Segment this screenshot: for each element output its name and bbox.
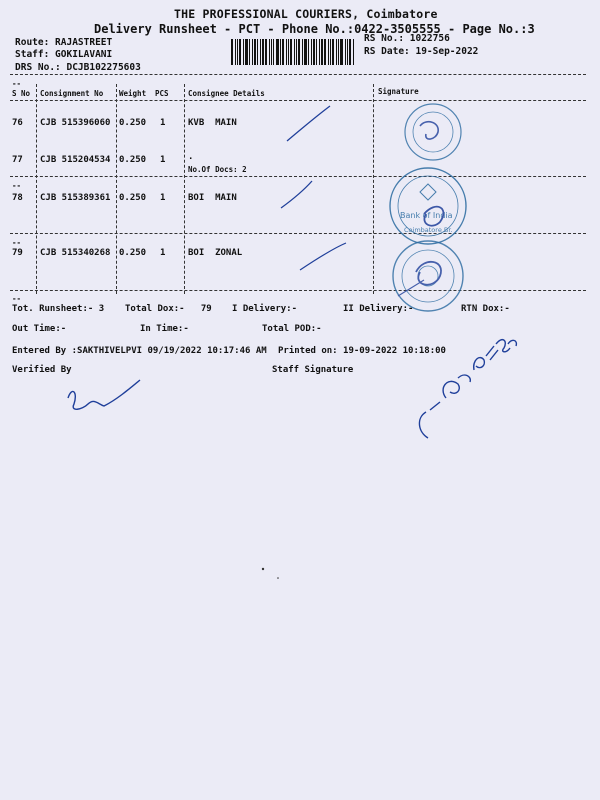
out-time: Out Time:- xyxy=(12,324,67,334)
col-consignee: Consignee Details xyxy=(188,89,265,98)
delivery-signature xyxy=(287,106,330,141)
row-consignee: . xyxy=(188,152,194,162)
bank-stamp-text: Bank of India xyxy=(400,211,453,220)
row-docs-note: No.Of Docs: 2 xyxy=(188,165,247,174)
bank-stamp-branch: Coimbatore Br. xyxy=(404,226,453,234)
row-consignment: CJB 515340268 xyxy=(40,248,111,258)
row-pcs: 1 xyxy=(160,248,166,258)
staff-label: Staff: GOKILAVANI xyxy=(15,49,113,60)
round-stamp xyxy=(405,104,461,160)
row-weight: 0.250 xyxy=(119,155,147,165)
printed-on: Printed on: 19-09-2022 10:18:00 xyxy=(278,346,446,356)
col-consignment: Consignment No xyxy=(40,89,104,98)
runsheet-title: Delivery Runsheet - PCT - Phone No.:0422-3505555 - Page No.:3 xyxy=(94,22,535,36)
row-pcs: 1 xyxy=(160,118,166,128)
round-stamp xyxy=(393,241,463,311)
verifier-initials xyxy=(68,380,140,409)
delivery-signature xyxy=(281,181,312,208)
row-consignee: KVB MAIN xyxy=(188,118,237,128)
entered-by: Entered By :SAKTHIVELPVI 09/19/2022 10:17:46 AM xyxy=(12,346,267,356)
staff-signature-label: Staff Signature xyxy=(272,365,354,375)
row-consignment: CJB 515204534 xyxy=(40,155,111,165)
staff-handwritten-signature xyxy=(419,340,516,438)
row-consignment: CJB 515389361 xyxy=(40,193,111,203)
company-name: THE PROFESSIONAL COURIERS, Coimbatore xyxy=(174,7,438,21)
col-sno: S No xyxy=(12,89,31,98)
row-pcs: 1 xyxy=(160,193,166,203)
rs-date: RS Date: 19-Sep-2022 xyxy=(364,46,479,57)
in-time: In Time:- xyxy=(140,324,189,334)
row-consignee: BOI MAIN xyxy=(188,193,237,203)
col-weight: Weight xyxy=(119,89,147,98)
drs-number: DRS No.: DCJB102275603 xyxy=(15,62,141,73)
row-sno: 79 xyxy=(12,248,23,258)
row-sno: 78 xyxy=(12,193,23,203)
ii-delivery: II Delivery:- xyxy=(343,304,414,314)
row-sno: 77 xyxy=(12,155,23,165)
delivery-signature xyxy=(300,243,346,270)
row-consignment: CJB 515396060 xyxy=(40,118,111,128)
i-delivery: I Delivery:- xyxy=(232,304,298,314)
rtn-dox: RTN Dox:- xyxy=(461,304,510,314)
col-signature: Signature xyxy=(378,87,419,96)
route-label: Route: RAJASTREET xyxy=(15,37,113,48)
col-pcs: PCS xyxy=(155,89,169,98)
bank-stamp xyxy=(390,168,466,244)
row-sno: 76 xyxy=(12,118,23,128)
row-weight: 0.250 xyxy=(119,118,147,128)
row-pcs: 1 xyxy=(160,155,166,165)
scan-speck xyxy=(262,568,264,570)
rs-number: RS No.: 1022756 xyxy=(364,33,450,44)
total-pod: Total POD:- xyxy=(262,324,322,334)
row-weight: 0.250 xyxy=(119,248,147,258)
total-runsheet: Tot. Runsheet:- 3 xyxy=(12,304,105,314)
row-weight: 0.250 xyxy=(119,193,147,203)
row-consignee: BOI ZONAL xyxy=(188,248,243,258)
total-dox: Total Dox:- 79 xyxy=(125,304,212,314)
scan-speck xyxy=(277,577,279,579)
verified-by-label: Verified By xyxy=(12,365,72,375)
